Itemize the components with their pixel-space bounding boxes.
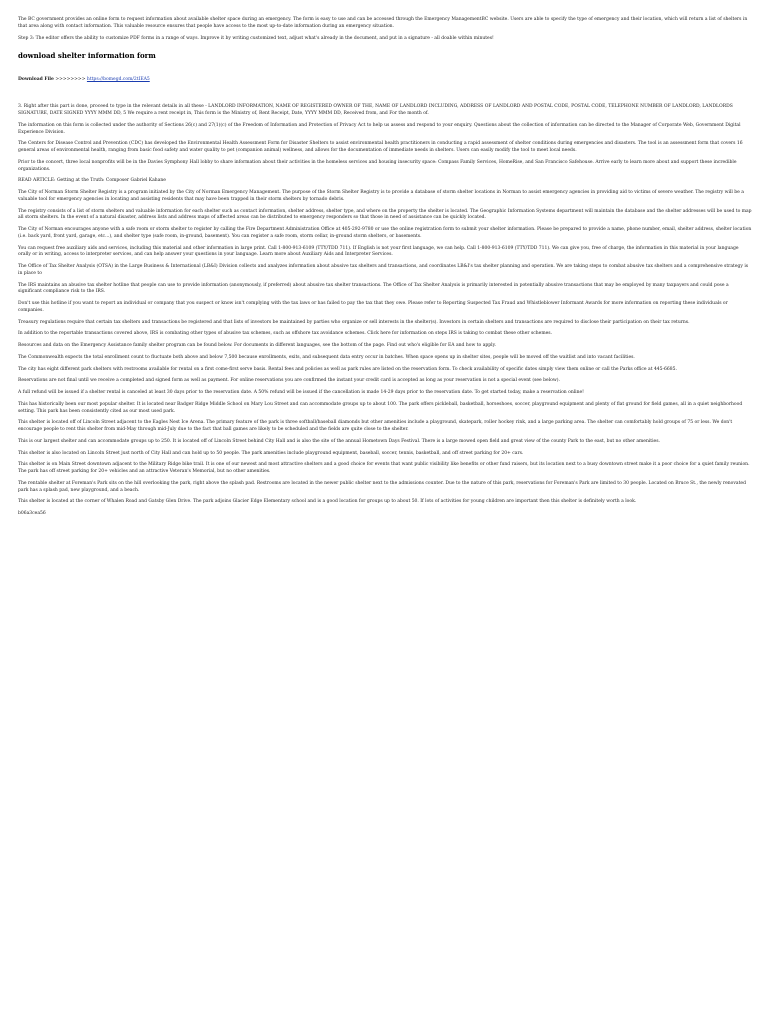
body-paragraph: The Commonwealth expects the total enrollment count to fluctuate both above and below 7,500 because enrollments, exits, and subsequent data entry occur in batches. When space opens up in shelter sites, people will be moved off the waitlist and into vacant facilities. <box>18 354 635 360</box>
body-paragraph: The Office of Tax Shelter Analysis (OTSA) in the Large Business & International (LB&I) Division collects and analyzes information about abusive tax shelters and transactions, and coordinates LB&I's tax shelter planning and operation. We are taking steps to combat abusive tax shelters and a comprehensive strategy is in place to <box>18 264 749 276</box>
body-paragraph: This shelter is located at the corner of Whalen Road and Gatsby Glen Drive. The park adjoins Glacier Edge Elementary school and is a good location for groups up to about 50. If lots of activities for young children are important then this shelter is definitely worth a look. <box>18 499 637 505</box>
body-paragraph: READ ARTICLE: Getting at the Truth: Composer Gabriel Kahane <box>18 178 166 184</box>
body-paragraph: You can request free auxiliary aids and services, including this material and other information in large print. Call 1-800-913-6109 (TTY/TDD 711). If English is not your first language, we can help. Call 1-800-913-6109 (TTY/TDD 711). We can give you, free of charge, the information in this material in your language orally or in writing, access to interpreter services, and can help answer your questions in your language. Learn more about Auxiliary Aids and Interpreter Services. <box>18 245 739 258</box>
download-label: Download File <box>18 77 54 83</box>
page-title: download shelter information form <box>18 51 156 61</box>
body-paragraph: The registry consists of a list of storm shelters and valuable information for each shelter such as contact information, shelter address, shelter type, and where on the property the shelter is located. The Geographic Information Systems department will maintain the database and the shelter addresses will be used to map all storm shelters. In the event of a natural disaster, address lists and address maps of affected areas can be distributed to emergency responders so that those in need of assistance can be quickly located. <box>18 208 752 221</box>
intro-step-paragraph: Step 3: The editor offers the ability to customize PDF forms in a range of ways. Improve it by writing customized text, adjust what's already in the document, and put in a signature - all doable within minutes! <box>18 35 494 41</box>
download-arrows: >>>>>>>> <box>55 77 86 83</box>
body-paragraph: The Centers for Disease Control and Prevention (CDC) has developed the Environmental Health Assessment Form for Disaster Shelters to assist environmental health practitioners in conducting a rapid assessment of shelter conditions during emergencies and disasters. The tool is an assessment form that covers 16 general areas of environmental health, ranging from basic food safety and water quality to pet (companion animal) wellness, and allows for the documentation of immediate needs in shelters. Users can easily modify the tool to meet local needs. <box>18 141 743 153</box>
body-paragraph: Don't use this hotline if you want to report an individual or company that you suspect or know isn't complying with the tax laws or has failed to pay the tax that they owe. Please refer to Reporting Suspected Tax Fraud and Whistleblower Informant Awards for more information on reporting these individuals or companies. <box>18 301 728 313</box>
body-paragraph: This is our largest shelter and can accommodate groups up to 250. It is located off of Lincoln Street behind City Hall and is also the site of the annual Hometown Days Festival. There is a large mowed open field and great view of the county Park to the east, but no other amenities. <box>18 438 660 444</box>
body-paragraph: The City of Norman encourages anyone with a safe room or storm shelter to register by calling the Fire Department Administration Office at 405-292-9780 or use the online registration form to submit your shelter information. Please be prepared to provide a name, phone number, email, shelter address, shelter location (i.e. back yard, front yard, garage, etc...), and shelter type (safe room, in-ground, basement). You can register a safe room, storm cellar, in-ground storm shelters, or basements. <box>18 227 752 239</box>
body-paragraph: 3. Right after this part is done, proceed to type in the relevant details in all these - LANDLORD INFORMATION, NAME OF REGISTERED OWNER OF THE, NAME OF LANDLORD INCLUDING, ADDRESS OF LANDLORD AND POSTAL CODE, POSTAL CODE, TELEPHONE NUMBER OF LANDLORD, LANDLORDS SIGNATURE, DATE SIGNED YYYY MMM DD, 5 We require a rent receipt in, This form is the Ministry of, Rent Receipt, Date, YYYY MMM DD, Received from, and For the month of. <box>18 104 733 116</box>
body-paragraph: This shelter is located off of Lincoln Street adjacent to the Eagles Nest Ice Arena. The primary feature of the park is three softball/baseball diamonds but other amenities include a playground, skatepark, roller hockey rink, and a large parking area. The shelter can comfortably hold groups of 75 or less. We don't encourage people to rent this shelter from mid-May through mid-July due to the fact that ball games are likely to be scheduled and the fields are quite close to the shelter. <box>18 420 733 432</box>
body-paragraph: This shelter is also located on Lincoln Street just north of City Hall and can hold up to 50 people. The park amenities include playground equipment, baseball, soccer, tennis, basketball, and off street parking for 20+ cars. <box>18 450 524 456</box>
download-line <box>18 77 752 82</box>
body-paragraph: The City of Norman Storm Shelter Registry is a program initiated by the City of Norman Emergency Management. The purpose of the Storm Shelter Registry is to provide a database of storm shelter locations in Norman to assist emergency agencies in providing aid to victims of severe weather. The registry will be a valuable tool for emergency agencies in locating and assisting residents that may have been trapped in their storm shelters by tornado debris. <box>18 190 744 202</box>
body-paragraph: In addition to the reportable transactions covered above, IRS is combating other types of abusive tax schemes, such as offshore tax avoidance schemes. Click here for information on steps IRS is taking to combat these other schemes. <box>18 331 553 337</box>
body-paragraph: This shelter is on Main Street downtown adjacent to the Military Ridge bike trail. It is one of our newest and most attractive shelters and a good choice for events that want public visibility like benefits or other fund raisers, but its location next to a busy downtown street make it a poor choice for a quiet family reunion. The park has off street parking for 20+ vehicles and an attractive Veteran's Memorial, but no other amenities. <box>18 462 750 474</box>
download-link[interactable]: https://bomegd.com/2tIEA5 <box>86 77 150 83</box>
body-paragraph: The IRS maintains an abusive tax shelter hotline that people can use to provide information (anonymously, if preferred) about abusive tax shelter transactions. The Office of Tax Shelter Analysis is primarily interested in potentially abusive transactions that may be employed by many taxpayers and could pose a significant compliance risk to the IRS. <box>18 282 729 295</box>
body-paragraph: The rentable shelter at Foreman's Park sits on the hill overlooking the park, right above the splash pad. Restrooms are located in the newer public shelter next to the admissions counter. Due to the nature of this park, reservations for Foreman's Park are limited to 30 people. Located on Bruce St., the newly renovated park has a splash pad, new playground, and a beach. <box>18 480 746 493</box>
body-paragraph: This has historically been our most popular shelter. It is located near Badger Ridge Middle School on Mary Lou Street and can accommodate groups up to about 100. The park offers pickleball, basketball, horseshoes, soccer, playground equipment and plenty of flat ground for field games, all in a quiet neighborhood setting. This park has been consistently cited as our most used park. <box>18 401 743 414</box>
body-paragraph: Treasury regulations require that certain tax shelters and transactions be registered and that lists of investors be maintained by parties who organize or sell interests in the shelter(s). Investors in certain shelters and transactions are required to disclose their participation on their tax returns. <box>18 319 690 325</box>
body-paragraph: Reservations are not final until we receive a completed and signed form as well as payment. For online reservations you are confirmed the instant your credit card is accepted as long as your reservation is not a special event (see below). <box>18 378 560 384</box>
body-paragraph: A full refund will be issued if a shelter rental is canceled at least 30 days prior to the reservation date. A 50% refund will be issued if the cancellation is made 14-29 days prior to the reservation date. To get started today, make a reservation online! <box>18 390 584 395</box>
body-paragraph: Prior to the concert, three local nonprofits will be in the Davies Symphony Hall lobby to share information about their activities in the homeless services and housing insecurity space: Compass Family Services, HomeRise, and San Francisco Safehouse. Arrive early to learn more about and support these incredible organizations. <box>18 159 737 172</box>
article-body <box>18 104 752 518</box>
intro-paragraph: The BC government provides an online form to request information about available shelter space during an emergency. The form is easy to use and can be accessed through the Emergency ManagementBC website. Users are able to specify the type of emergency and their location, which will return a list of shelters in that area along with contact information. This valuable resource ensures that people have access to the most up-to-date information during an emergency situation. <box>18 17 748 29</box>
body-paragraph: Resources and data on the Emergency Assistance family shelter program can be found below. For documents in different languages, see the bottom of the page. Find out who's eligible for EA and how to apply. <box>18 343 496 348</box>
body-paragraph: The information on this form is collected under the authority of Sections 26(c) and 27(1)(c) of the Freedom of Information and Protection of Privacy Act to help us assess and respond to your enquiry. Questions about the collection of information can be directed to the Manager of Corporate Web, Government Digital Experience Division. <box>18 122 741 135</box>
body-paragraph: The city has eight different park shelters with restrooms available for rental on a first come-first serve basis. Rental fees and policies as well as park rules are listed on the reservation form. To check availability of specific dates simply view them online or call the Parks office at 445-6685. <box>18 366 677 372</box>
footer-code: b06a3cea56 <box>18 511 46 516</box>
